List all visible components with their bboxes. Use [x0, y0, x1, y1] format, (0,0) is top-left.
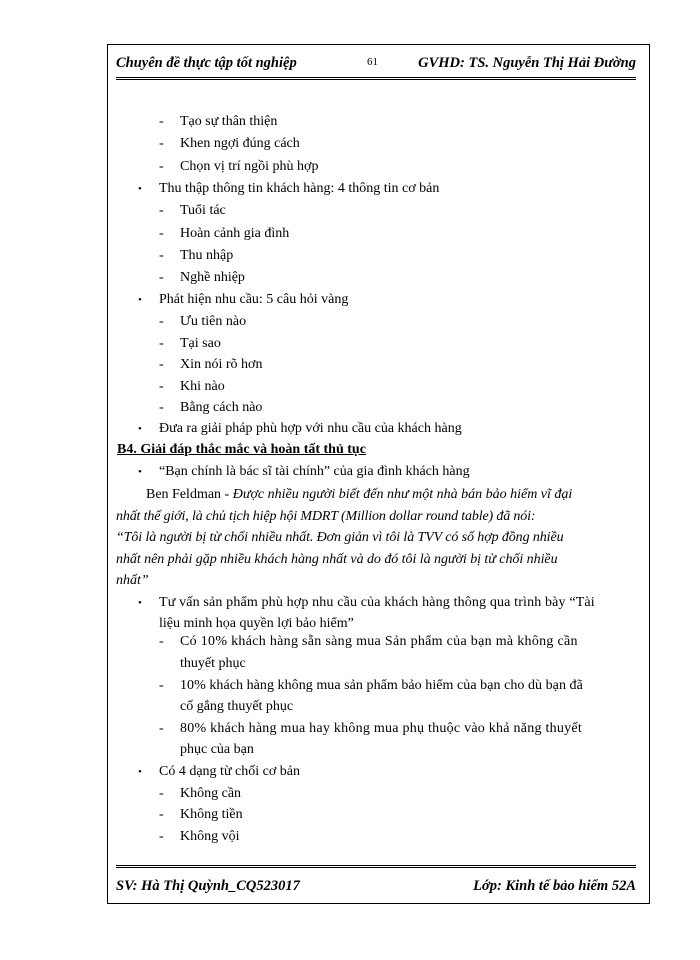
list-item: Ưu tiên nào	[180, 314, 247, 329]
dash-marker: -	[159, 336, 164, 351]
header-advisor: GVHD: TS. Nguyễn Thị Hải Đường	[418, 55, 636, 71]
bullet-item: Thu thập thông tin khách hàng: 4 thông tin cơ bản	[159, 181, 440, 196]
dash-marker: -	[159, 807, 164, 822]
quote-line: “Tôi là người bị từ chối nhiều nhất. Đơn giản vì tôi là TVV có số hợp đồng nhiều	[116, 530, 564, 545]
dash-marker: -	[159, 721, 164, 736]
bullet-marker: •	[138, 597, 142, 609]
dash-marker: -	[159, 829, 164, 844]
bullet-marker: •	[138, 183, 142, 195]
list-item: Tại sao	[180, 336, 221, 351]
quote-line: nhất”	[116, 573, 149, 588]
paragraph-line	[146, 486, 636, 504]
bullet-marker: •	[138, 294, 142, 306]
dash-marker: -	[159, 136, 164, 151]
bullet-item: Phát hiện nhu cầu: 5 câu hỏi vàng	[159, 292, 349, 307]
list-item-continued: phục của bạn	[180, 742, 254, 757]
paragraph-text: Được nhiều người biết đến như một nhà bán bảo hiểm vĩ đại	[232, 487, 573, 502]
person-name: Ben Feldman -	[146, 487, 233, 502]
paragraph-line: nhất thế giới, là chủ tịch hiệp hội MDRT (Million dollar round table) đã nói:	[116, 509, 536, 524]
list-item: Khen ngợi đúng cách	[180, 136, 300, 151]
dash-marker: -	[159, 226, 164, 241]
bullet-item: Đưa ra giải pháp phù hợp với nhu cầu của khách hàng	[159, 421, 462, 436]
list-item: Có 10% khách hàng sẵn sàng mua Sản phẩm của bạn mà không cần	[180, 634, 578, 649]
page-footer	[116, 878, 636, 898]
bullet-item: Có 4 dạng từ chối cơ bản	[159, 764, 300, 779]
list-item: Không tiền	[180, 807, 243, 822]
bullet-marker: •	[138, 466, 142, 478]
list-item: Bằng cách nào	[180, 400, 263, 415]
dash-marker: -	[159, 678, 164, 693]
dash-marker: -	[159, 314, 164, 329]
list-item: Không cần	[180, 786, 242, 801]
dash-marker: -	[159, 634, 164, 649]
bullet-marker: •	[138, 766, 142, 778]
list-item: Thu nhập	[180, 248, 234, 263]
dash-marker: -	[159, 357, 164, 372]
section-heading: B4. Giải đáp thắc mắc và hoàn tất thủ tục	[117, 442, 366, 457]
footer-student: SV: Hà Thị Quỳnh_CQ523017	[116, 878, 300, 894]
dash-marker: -	[159, 248, 164, 263]
header-rule	[116, 77, 636, 80]
list-item: Tuổi tác	[180, 203, 226, 218]
list-item: Không vội	[180, 829, 240, 844]
list-item: Khi nào	[180, 379, 225, 394]
dash-marker: -	[159, 203, 164, 218]
list-item: Chọn vị trí ngồi phù hợp	[180, 159, 319, 174]
dash-marker: -	[159, 786, 164, 801]
bullet-item: Tư vấn sản phẩm phù hợp nhu cầu của khách hàng thông qua trình bày “Tài	[159, 595, 595, 610]
dash-marker: -	[159, 114, 164, 129]
footer-rule	[116, 865, 636, 868]
list-item: Hoàn cảnh gia đình	[180, 226, 290, 241]
list-item: Tạo sự thân thiện	[180, 114, 278, 129]
list-item-continued: cố gắng thuyết phục	[180, 699, 294, 714]
dash-marker: -	[159, 379, 164, 394]
footer-class: Lớp: Kinh tế bảo hiểm 52A	[473, 878, 636, 894]
header-title: Chuyên đề thực tập tốt nghiệp	[116, 55, 297, 71]
list-item: 80% khách hàng mua hay không mua phụ thuộc vào khả năng thuyết	[180, 721, 582, 736]
list-item: Nghề nhiệp	[180, 270, 245, 285]
list-item-continued: thuyết phục	[180, 656, 246, 671]
dash-marker: -	[159, 400, 164, 415]
list-item: 10% khách hàng không mua sản phẩm bảo hiểm của bạn cho dù bạn đã	[180, 678, 583, 693]
dash-marker: -	[159, 159, 164, 174]
page-number: 61	[367, 56, 378, 68]
list-item: Xin nói rõ hơn	[180, 357, 263, 372]
quote-line: nhất nên phải gặp nhiều khách hàng nhất và do đó tôi là người bị từ chối nhiều	[116, 552, 558, 567]
page-header	[116, 55, 636, 77]
dash-marker: -	[159, 270, 164, 285]
bullet-marker: •	[138, 423, 142, 435]
bullet-item-continued: liệu minh họa quyền lợi bảo hiểm”	[159, 616, 354, 631]
bullet-item: “Bạn chính là bác sĩ tài chính” của gia đình khách hàng	[159, 464, 470, 479]
